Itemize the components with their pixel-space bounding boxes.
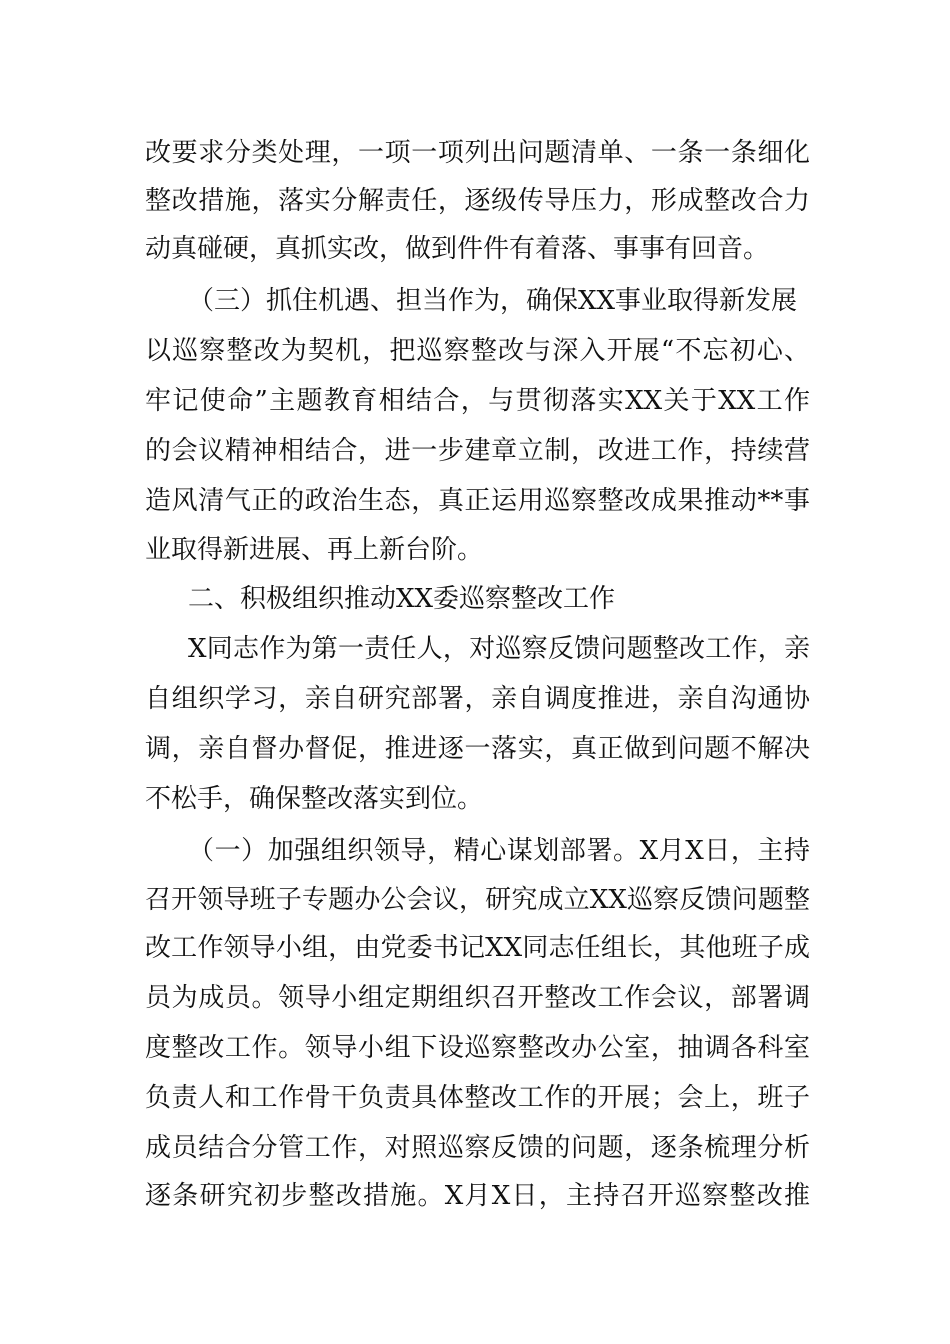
text-line: X同志作为第一责任人，对巡察反馈问题整改工作，亲 [188,634,810,664]
text-line: 的会议精神相结合，进一步建章立制，改进工作，持续营 [145,436,810,466]
text-line: 度整改工作。领导小组下设巡察整改办公室，抽调各科室 [145,1033,810,1063]
text-line: 业取得新进展、再上新台阶。 [145,535,484,565]
text-line: 调，亲自督办督促，推进逐一落实，真正做到问题不解决 [145,734,810,764]
text-line: 改工作领导小组，由党委书记XX同志任组长，其他班子成 [145,933,810,963]
text-line: 召开领导班子专题办公会议，研究成立XX巡察反馈问题整 [145,885,810,915]
text-line: 逐条研究初步整改措施。X月X日，主持召开巡察整改推 [145,1181,810,1211]
text-line: 成员结合分管工作，对照巡察反馈的问题，逐条梳理分析 [145,1133,810,1163]
text-line: 整改措施，落实分解责任，逐级传导压力，形成整改合力 [145,186,810,216]
text-line: 不松手，确保整改落实到位。 [145,784,484,814]
text-line: （一）加强组织领导，精心谋划部署。X月X日，主持 [188,836,810,866]
text-line: 负责人和工作骨干负责具体整改工作的开展；会上，班子 [145,1083,810,1113]
text-line: 以巡察整改为契机，把巡察整改与深入开展“不忘初心、 [145,336,810,366]
text-line: 改要求分类处理，一项一项列出问题清单、一条一条细化 [145,138,810,168]
text-line: 牢记使命”主题教育相结合，与贯彻落实XX关于XX工作 [145,386,810,416]
text-line: 造风清气正的政治生态，真正运用巡察整改成果推动**事 [145,486,810,516]
section-heading: （三）抓住机遇、担当作为，确保XX事业取得新发展 [188,286,798,316]
text-line: 自组织学习，亲自研究部署，亲自调度推进，亲自沟通协 [145,684,810,714]
text-line: 员为成员。领导小组定期组织召开整改工作会议，部署调 [145,983,810,1013]
section-heading: 二、积极组织推动XX委巡察整改工作 [188,584,616,614]
text-line: 动真碰硬，真抓实改，做到件件有着落、事事有回音。 [145,234,770,264]
